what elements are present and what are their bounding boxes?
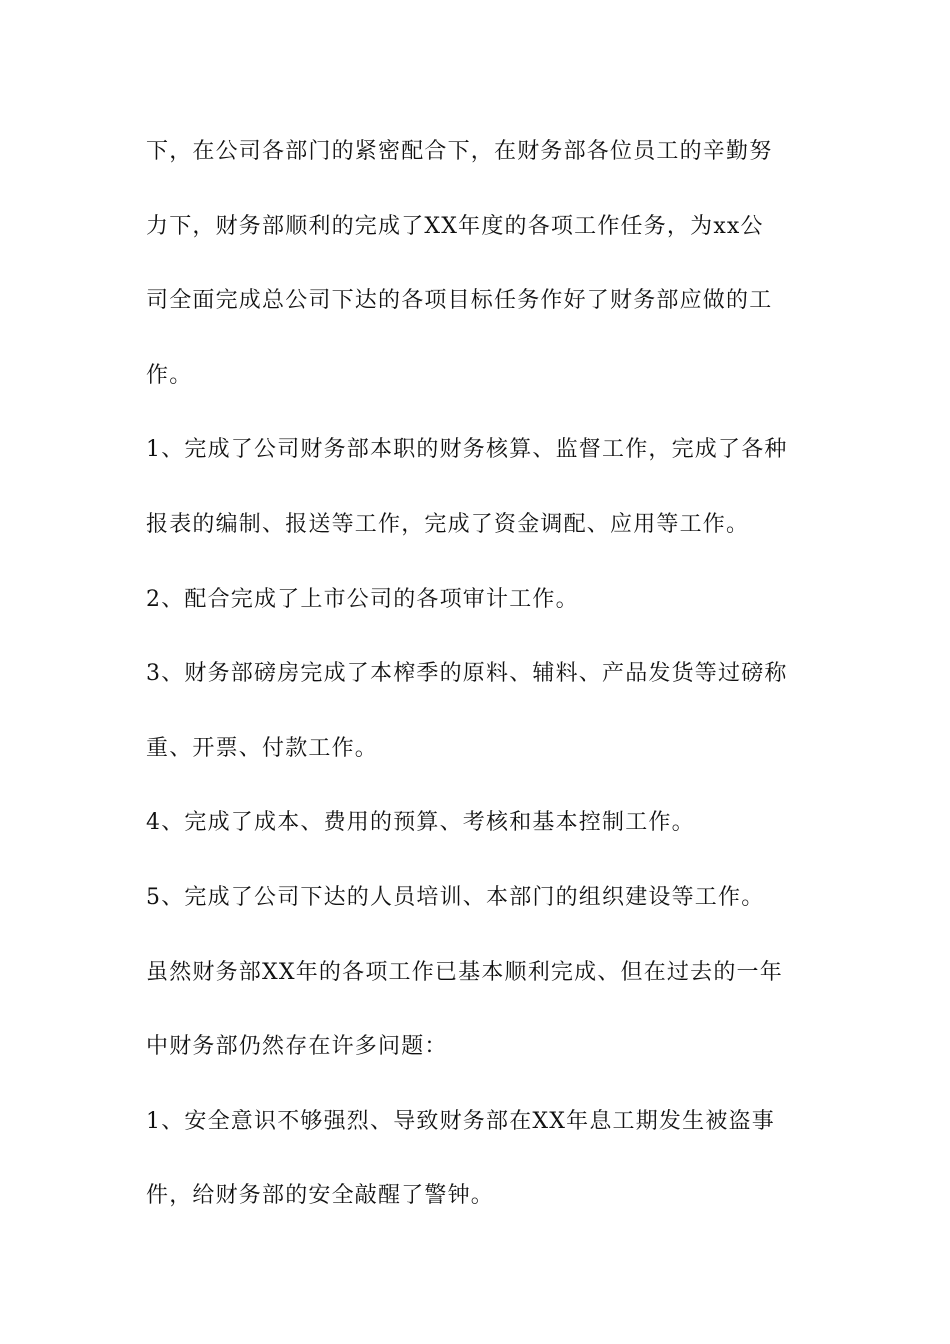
list-item-text: 5、完成了公司下达的人员培训、本部门的组织建设等工作。 xyxy=(146,884,765,910)
text-line: 作。 xyxy=(146,362,193,388)
blank-line xyxy=(146,1140,806,1177)
blank-line xyxy=(146,842,806,879)
list-item-text: 1、安全意识不够强烈、导致财务部在XX年息工期发生被盗事 xyxy=(146,1108,775,1134)
text-line: 司全面完成总公司下达的各项目标任务作好了财务部应做的工 xyxy=(146,288,773,314)
text-line: 虽然财务部XX年的各项工作已基本顺利完成、但在过去的一年 xyxy=(146,959,783,985)
list-item-text: 3、财务部磅房完成了本榨季的原料、辅料、产品发货等过磅称 xyxy=(146,661,788,687)
list-item-text: 4、完成了成本、费用的预算、考核和基本控制工作。 xyxy=(146,810,695,836)
list-item-text: 件，给财务部的安全敲醒了警钟。 xyxy=(146,1183,495,1209)
document-body xyxy=(146,133,806,1215)
blank-line xyxy=(146,1065,806,1102)
blank-line xyxy=(146,991,806,1028)
list-item-text: 报表的编制、报送等工作，完成了资金调配、应用等工作。 xyxy=(146,511,750,537)
blank-line xyxy=(146,618,806,655)
list-item-text: 1、完成了公司财务部本职的财务核算、监督工作，完成了各种 xyxy=(146,437,788,463)
blank-line xyxy=(146,245,806,282)
blank-line xyxy=(146,916,806,953)
blank-line xyxy=(146,469,806,506)
blank-line xyxy=(146,767,806,804)
text-line: 中财务部仍然存在许多问题： xyxy=(146,1034,448,1060)
list-item-text: 2、配合完成了上市公司的各项审计工作。 xyxy=(146,586,579,612)
blank-line xyxy=(146,394,806,431)
blank-line xyxy=(146,543,806,580)
text-line: 下，在公司各部门的紧密配合下，在财务部各位员工的辛勤努 xyxy=(146,139,773,164)
blank-line xyxy=(146,692,806,729)
blank-line xyxy=(146,319,806,356)
text-line: 力下，财务部顺利的完成了XX年度的各项工作任务，为xx公 xyxy=(146,213,764,239)
blank-line xyxy=(146,170,806,207)
list-item-text: 重、开票、付款工作。 xyxy=(146,735,379,761)
